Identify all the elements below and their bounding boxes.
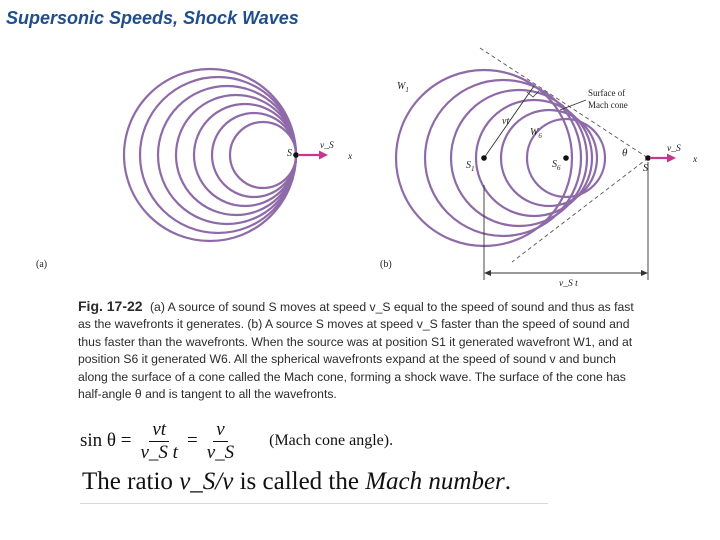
fraction-v-over-vs — [204, 419, 237, 464]
theta-label: θ — [622, 147, 628, 159]
vst-arrowhead-left — [484, 270, 491, 276]
mach-number-sentence — [82, 468, 511, 496]
wavefront-circle — [501, 110, 597, 206]
divider — [80, 503, 548, 504]
wavefront-w1-label: $W_1$ — [397, 81, 409, 94]
wavefront-circle — [194, 104, 296, 206]
source-point-s6 — [563, 155, 569, 161]
formula-note: (Mach cone angle). — [269, 432, 394, 449]
fraction-vt-over-vst — [138, 419, 181, 464]
mach-cone-formula — [80, 414, 393, 468]
velocity-label-a: v_S — [320, 141, 334, 151]
panel-label-b: (b) — [380, 259, 392, 270]
velocity-arrowhead-a — [319, 151, 328, 160]
ratio-middle: is called the — [239, 468, 359, 495]
figure-caption — [78, 298, 638, 403]
cone-label-line1: Surface of — [588, 88, 626, 98]
source-point-s1 — [481, 155, 487, 161]
formula-equals: = — [186, 430, 198, 451]
fraction-numerator: vt — [149, 419, 169, 442]
caption-label: Fig. 17-22 — [78, 298, 143, 314]
axis-label-a: x — [348, 152, 353, 162]
slide-title: Supersonic Speeds, Shock Waves — [6, 8, 299, 28]
s1-label: $S_1$ — [466, 160, 475, 173]
wavefront-circle — [212, 113, 296, 197]
wavefront-circle — [124, 69, 296, 241]
s6-label: $S_6$ — [552, 159, 561, 172]
panel-label-a: (a) — [36, 259, 48, 270]
ratio-suffix: . — [504, 468, 512, 495]
wavefronts-a — [124, 69, 296, 241]
vst-arrowhead-right — [641, 270, 648, 276]
vst-label: v_S t — [559, 279, 578, 289]
source-label-b: S — [643, 163, 648, 174]
wavefront-w6-label: $W_6$ — [530, 127, 542, 140]
axis-label-b: x — [693, 155, 698, 165]
ratio-prefix: The ratio — [82, 468, 173, 495]
ratio-term: Mach number — [365, 468, 505, 495]
wavefronts-b — [396, 70, 605, 246]
source-point-b — [645, 155, 651, 161]
fraction-denominator: v_S t — [140, 441, 178, 463]
cone-label-leader — [560, 100, 586, 110]
wavefront-circle — [140, 77, 296, 233]
fraction-numerator: v — [213, 419, 227, 442]
fraction-denominator: v_S — [206, 441, 235, 463]
cone-label-line2: Mach cone — [588, 100, 628, 110]
source-label-a: S — [287, 148, 292, 159]
vt-label: vt — [502, 116, 510, 127]
velocity-arrowhead-b — [667, 154, 676, 163]
source-point-a — [293, 152, 299, 158]
caption-text: (a) A source of sound S moves at speed v_S equal to the speed of sound and thus as fast as the wavefronts it generates. (b) A source S moves at speed v_S faster than the speed of sound and thus faster than the wavefronts. When the source was at position S1 it generated wavefront W1, and at position S6 it generated W6. All the spherical wavefronts expand at the speed of sound v and bunch along the surface of a cone called the Mach cone, forming a shock wave. The surface of the cone has half-angle θ and is tangent to all the wavefronts. — [78, 300, 634, 402]
formula-lhs: sin θ = — [80, 430, 132, 451]
velocity-label-b: v_S — [667, 144, 681, 154]
ratio-math: v_S/v — [179, 468, 234, 495]
wavefront-circle — [425, 80, 581, 236]
